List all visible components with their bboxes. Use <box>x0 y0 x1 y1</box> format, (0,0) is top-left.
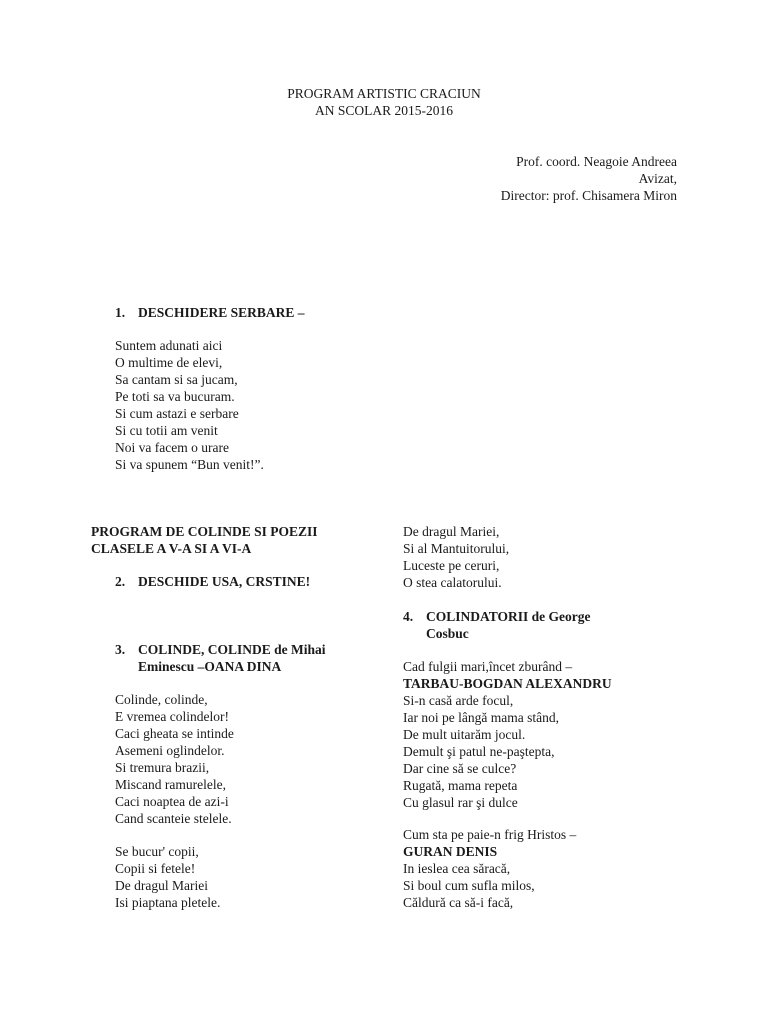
poem-line: Asemeni oglindelor. <box>115 743 225 758</box>
poem-line: In ieslea cea săracă, <box>403 861 511 876</box>
section-2-title: DESCHIDE USA, CRSTINE! <box>138 574 311 589</box>
poem-line: Suntem adunati aici <box>115 338 223 353</box>
poem-line: Cad fulgii mari,încet zburând – <box>403 659 573 674</box>
performer-name: TARBAU-BOGDAN ALEXANDRU <box>403 676 612 691</box>
poem-line: O multime de elevi, <box>115 355 223 370</box>
poem-line: Si va spunem “Bun venit!”. <box>115 457 264 472</box>
poem-line: Pe toti sa va bucuram. <box>115 389 235 404</box>
section-3-title-line-1: COLINDE, COLINDE de Mihai <box>138 642 326 657</box>
section-4-number: 4. <box>403 609 414 624</box>
poem-line: Miscand ramurelele, <box>115 777 226 792</box>
poem-line: Dar cine să se culce? <box>403 761 517 776</box>
poem-line: Se bucur' copii, <box>115 844 199 859</box>
section-2-number: 2. <box>115 574 126 589</box>
section-3-number: 3. <box>115 642 126 657</box>
poem-line: De mult uitarăm jocul. <box>403 727 526 742</box>
program-heading-line-1: PROGRAM DE COLINDE SI POEZII <box>91 524 318 539</box>
poem-line: Caci noaptea de azi-i <box>115 794 229 809</box>
section-1-number: 1. <box>115 305 126 320</box>
section-4-title-line-2: Cosbuc <box>426 626 469 641</box>
poem-line: Cand scanteie stelele. <box>115 811 232 826</box>
poem-line: Caci gheata se intinde <box>115 726 234 741</box>
poem-line: O stea calatorului. <box>403 575 502 590</box>
poem-line: Si tremura brazii, <box>115 760 210 775</box>
title-line-1: PROGRAM ARTISTIC CRACIUN <box>287 86 481 101</box>
poem-line: Si boul cum sufla milos, <box>403 878 535 893</box>
poem-line: Iar noi pe lângă mama stând, <box>403 710 559 725</box>
poem-line: Isi piaptana pletele. <box>115 895 221 910</box>
poem-line: Cum sta pe paie-n frig Hristos – <box>403 827 577 842</box>
poem-line: Căldură ca să-i facă, <box>403 895 514 910</box>
poem-line: E vremea colindelor! <box>115 709 229 724</box>
poem-line: Copii si fetele! <box>115 861 196 876</box>
title-line-2: AN SCOLAR 2015-2016 <box>314 103 453 118</box>
section-4-title-line-1: COLINDATORII de George <box>426 609 591 624</box>
director-line: Director: prof. Chisamera Miron <box>500 188 677 203</box>
poem-line: Demult şi patul ne-paştepta, <box>403 744 555 759</box>
approved-line: Avizat, <box>638 171 677 186</box>
coordinator-line: Prof. coord. Neagoie Andreea <box>516 154 677 169</box>
program-heading-line-2: CLASELE A V-A SI A VI-A <box>91 541 252 556</box>
section-3-title-line-2: Eminescu –OANA DINA <box>138 659 282 674</box>
poem-line: Si cu totii am venit <box>115 423 218 438</box>
poem-line: De dragul Mariei <box>115 878 208 893</box>
poem-line: Colinde, colinde, <box>115 692 208 707</box>
performer-name: GURAN DENIS <box>403 844 498 859</box>
poem-line: Noi va facem o urare <box>115 440 229 455</box>
section-1-title: DESCHIDERE SERBARE – <box>138 305 305 320</box>
poem-line: Si-n casă arde focul, <box>403 693 514 708</box>
poem-line: Si al Mantuitorului, <box>403 541 510 556</box>
poem-line: Cu glasul rar şi dulce <box>403 795 518 810</box>
poem-line: Sa cantam si sa jucam, <box>115 372 238 387</box>
poem-line: Si cum astazi e serbare <box>115 406 239 421</box>
poem-line: Rugată, mama repeta <box>403 778 518 793</box>
poem-line: Luceste pe ceruri, <box>403 558 500 573</box>
poem-line: De dragul Mariei, <box>403 524 500 539</box>
